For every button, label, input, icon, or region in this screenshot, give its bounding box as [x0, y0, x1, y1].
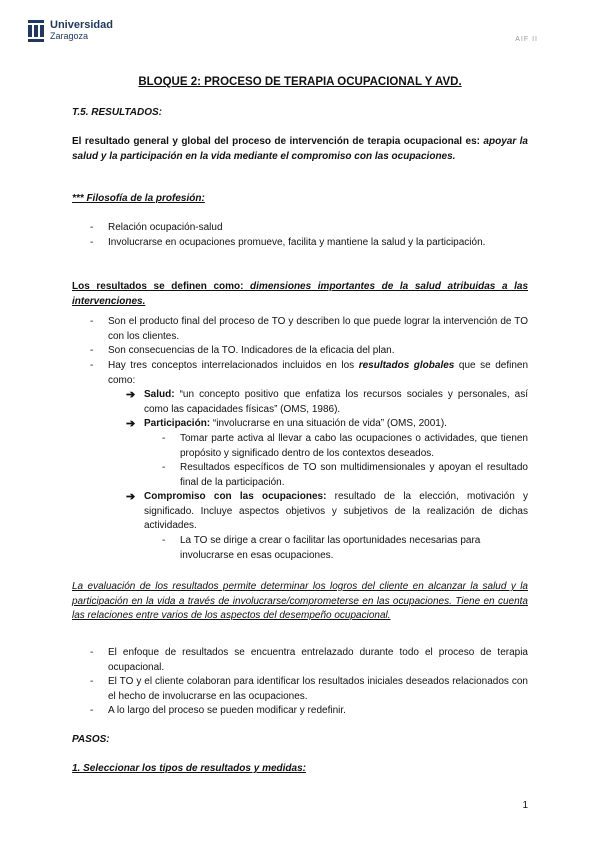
list-item: Son consecuencias de la TO. Indicadores de la eficacia del plan. — [108, 345, 395, 356]
results-lead: Los resultados se definen como: — [72, 281, 251, 292]
dash-icon: - — [90, 237, 94, 248]
intro-paragraph — [72, 135, 528, 164]
dash-icon: - — [90, 345, 94, 356]
dash-icon: - — [90, 360, 94, 371]
intro-italic: apoyar la salud y la participación en la vida mediante el compromiso con las ocupaciones. — [72, 136, 528, 162]
evaluation-paragraph: La evaluación de los resultados permite determinar los logros del cliente en alcanzar la salud y la participación en la vida a través de involucrarse/comprometerse en las ocupaciones. Tiene en cuenta las relaciones entre varios de los aspectos del desempeño ocupacional. — [72, 581, 528, 621]
dash-icon: - — [90, 316, 94, 327]
section-heading: T.5. RESULTADOS: — [72, 107, 162, 118]
dash-icon: - — [162, 433, 166, 444]
list-item: A lo largo del proceso se pueden modificar y redefinir. — [108, 705, 346, 716]
course-code: AIF II — [515, 36, 538, 43]
pasos-heading: PASOS: — [72, 734, 110, 745]
list-item: Relación ocupación-salud — [108, 222, 223, 233]
compromiso-label: Compromiso con las ocupaciones: — [144, 491, 327, 502]
logo-city: Zaragoza — [50, 31, 89, 41]
dash-icon: - — [90, 647, 94, 658]
salud-text: “un concepto positivo que enfatiza los recursos sociales y personales, así como las capacidades físicas” (OMS, 1986). — [144, 389, 528, 415]
list-item: Son el producto final del proceso de TO y describen lo que puede lograr la intervención de TO con los clientes. — [108, 316, 528, 342]
page-number: 1 — [522, 800, 528, 811]
results-item3-b: resultados globales — [358, 360, 455, 371]
concept-compromiso — [144, 490, 528, 534]
university-crest-icon — [28, 20, 44, 42]
results-definition — [72, 280, 528, 309]
page-title: BLOQUE 2: PROCESO DE TERAPIA OCUPACIONAL Y AVD. — [138, 76, 462, 88]
list-item: Tomar parte activa al llevar a cabo las ocupaciones o actividades, que tienen propósito y significado dentro de los contextos deseados. — [180, 433, 528, 459]
results-lead-italic: dimensiones importantes de la salud atribuidas a las intervenciones. — [72, 281, 529, 307]
philosophy-heading: *** Filosofía de la profesión: — [72, 193, 205, 204]
results-item3-c: que se definen como: — [108, 360, 529, 386]
compromiso-text: resultado de la elección, motivación y significado. Incluye aspectos objetivos y subjetivos de la realización de dichas actividades. — [144, 491, 528, 531]
list-item: El enfoque de resultados se encuentra entrelazado durante todo el proceso de terapia ocupacional. — [108, 647, 528, 673]
dash-icon: - — [90, 676, 94, 687]
salud-label: Salud: — [144, 389, 175, 400]
concept-participacion — [144, 417, 528, 432]
university-logo — [28, 20, 113, 42]
dash-icon: - — [162, 535, 166, 546]
arrow-right-icon: ➔ — [126, 389, 136, 401]
list-item: La TO se dirige a crear o facilitar las oportunidades necesarias para involucrarse en esas ocupaciones. — [180, 535, 481, 561]
step-1-heading: 1. Seleccionar los tipos de resultados y medidas: — [72, 763, 306, 774]
logo-university: Universidad — [50, 19, 113, 31]
list-item: El TO y el cliente colaboran para identificar los resultados iniciales deseados relacionados con el hecho de involucrarse en las ocupaciones. — [108, 676, 528, 702]
results-item3-a: Hay tres conceptos interrelacionados incluidos en los — [108, 360, 359, 371]
list-item: Involucrarse en ocupaciones promueve, facilita y mantiene la salud y la participación. — [108, 237, 486, 248]
dash-icon: - — [90, 222, 94, 233]
dash-icon: - — [162, 462, 166, 473]
list-item — [108, 359, 528, 388]
arrow-right-icon: ➔ — [126, 418, 136, 430]
intro-bold: El resultado general y global del proceso de intervención de terapia ocupacional es: — [72, 136, 480, 147]
arrow-right-icon: ➔ — [126, 491, 136, 503]
participacion-label: Participación: — [144, 418, 211, 429]
list-item: Resultados específicos de TO son multidimensionales y apoyan el resultado final de la participación. — [180, 462, 528, 488]
concept-salud — [144, 388, 528, 417]
dash-icon: - — [90, 705, 94, 716]
participacion-text: “involucrarse en una situación de vida” (OMS, 2001). — [210, 418, 447, 429]
